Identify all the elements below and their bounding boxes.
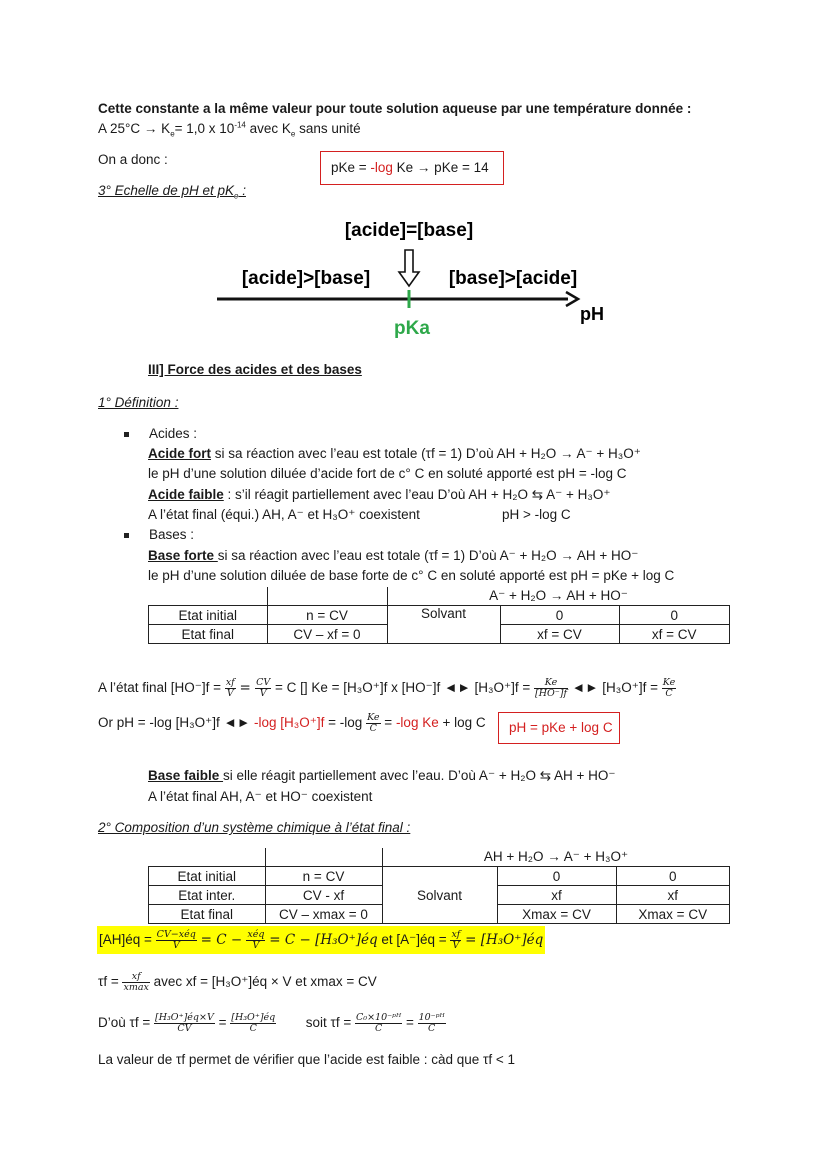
scale-left-label: [acide]>[base] <box>241 268 371 289</box>
acides-item: Acides : <box>124 426 197 441</box>
bullet-icon <box>124 432 129 437</box>
scale-top-label: [acide]=[base] <box>344 220 474 241</box>
acide-fort-ph: le pH d’une solution diluée d’acide fort de c° C en soluté apporté est pH = -log C <box>148 466 627 481</box>
tau-definition: τf = $\frac{xf}{xmax}$ avec xf = [H₃O⁺]éq × V et xmax = CV <box>98 970 377 993</box>
ph-derivation: Or pH = -log [H₃O⁺]f ◄► -log [H₃O⁺]f = -log $\frac{Ke}{C}$ = -log Ke + log C <box>98 711 486 734</box>
conclusion: La valeur de τf permet de vérifier que l’acide est faible : càd que τf < 1 <box>98 1052 516 1067</box>
reaction-table-2 <box>148 848 730 924</box>
ke-line: A $25^\circ C \to K_e= 1,0$ x $10^{-14}$ avec $K_e$ sans unité <box>98 120 361 139</box>
ph-axis-label: pH <box>580 304 604 324</box>
definition-title: 1° Définition : <box>98 395 179 410</box>
table-row: Etat final CV – xf = 0 xf = CV xf = CV <box>149 625 730 644</box>
ph-scale-diagram <box>200 210 620 345</box>
table-row: Etat inter. CV - xf xf xf <box>149 886 730 905</box>
acide-faible-line: Acide faible : s’il réagit partiellement avec l’eau D’où AH + H₂O ⇆ A⁻ + H₃O⁺ <box>148 487 611 502</box>
base-faible-line: Base faible si elle réagit partiellement avec l’eau. D’où A⁻ + H₂O ⇆ AH + HO⁻ <box>148 768 616 783</box>
acide-fort-line: Acide fort si sa réaction avec l’eau est totale (τf = 1) D’où AH + H₂O → A⁻ + H₃O⁺ <box>148 446 641 461</box>
section-3-title: 3° Echelle de pH et $pK_e$ : <box>98 183 246 201</box>
bases-item: Bases : <box>124 527 194 542</box>
pka-label: pKa <box>394 318 430 339</box>
reaction-table-1 <box>148 587 730 644</box>
pke-box: pKe = -log Ke → pKe = 14 <box>320 151 504 185</box>
base-forte-line: Base forte si sa réaction avec l’eau est totale (τf = 1) D’où A⁻ + H₂O → AH + HO⁻ <box>148 548 639 563</box>
ph-condition: pH > -log C <box>502 507 571 522</box>
part-3-title: III] Force des acides et des bases <box>148 362 362 377</box>
base-final-state: A l’état final AH, A⁻ et HO⁻ coexistent <box>148 789 373 804</box>
constant-note: Cette constante a la même valeur pour toute solution aqueuse par une température donnée : <box>98 101 692 116</box>
down-arrow-icon <box>399 250 419 286</box>
scale-right-label: [base]>[acide] <box>448 268 578 289</box>
table-1-equation: A⁻ + H₂O → AH + HO⁻ <box>387 587 730 606</box>
table-row: Etat initial n = CV Solvant 0 0 <box>149 606 730 625</box>
table-row: Etat final CV – xmax = 0 Xmax = CV Xmax = CV <box>149 905 730 924</box>
tau-expression: D’où τf = $\frac{\text{[H₃O⁺]éq×V}}{CV}$ = $\frac{\text{[H₃O⁺]éq}}{C}$ soit τf = $\frac{\text{C₀×10⁻ᵖᴴ}}{C}$ = $\frac{\text{10⁻ᵖᴴ}}{C}$ <box>98 1011 445 1034</box>
table-2-equation: AH + H₂O → A⁻ + H₃O⁺ <box>382 848 730 867</box>
highlighted-equilibrium: [AH]éq = $\frac{\text{CV−xéq}}{V}$ = C − $\frac{\text{xéq}}{V}$ = C − [H₃O⁺]éq et [A⁻]éq = $\frac{xf}{V}$ = [H₃O⁺]éq <box>97 926 545 954</box>
bullet-icon <box>124 533 129 538</box>
acide-final-state: A l’état final (équi.) AH, A⁻ et H₃O⁺ coexistent <box>148 507 420 522</box>
base-forte-ph: le pH d’une solution diluée de base forte de c° C en soluté apporté est pH = pKe + log C <box>148 568 675 583</box>
hof-formula: A l’état final [HO⁻]f = $\frac{xf}{V}$ = $\frac{CV}{V}$ = C [] Ke = [H₃O⁺]f x [HO⁻]f ◄► [H₃O⁺]f = $\frac{Ke}{[HO^-]f}$ ◄► [H₃O⁺]f = $\frac{Ke}{C}$ <box>98 676 676 699</box>
ph-result-box: pH = pKe + log C <box>498 712 620 744</box>
on-a-donc: On a donc : <box>98 152 168 167</box>
table-row: Etat initial n = CV Solvant 0 0 <box>149 867 730 886</box>
section-2-title: 2° Composition d’un système chimique à l’état final : <box>98 820 411 835</box>
